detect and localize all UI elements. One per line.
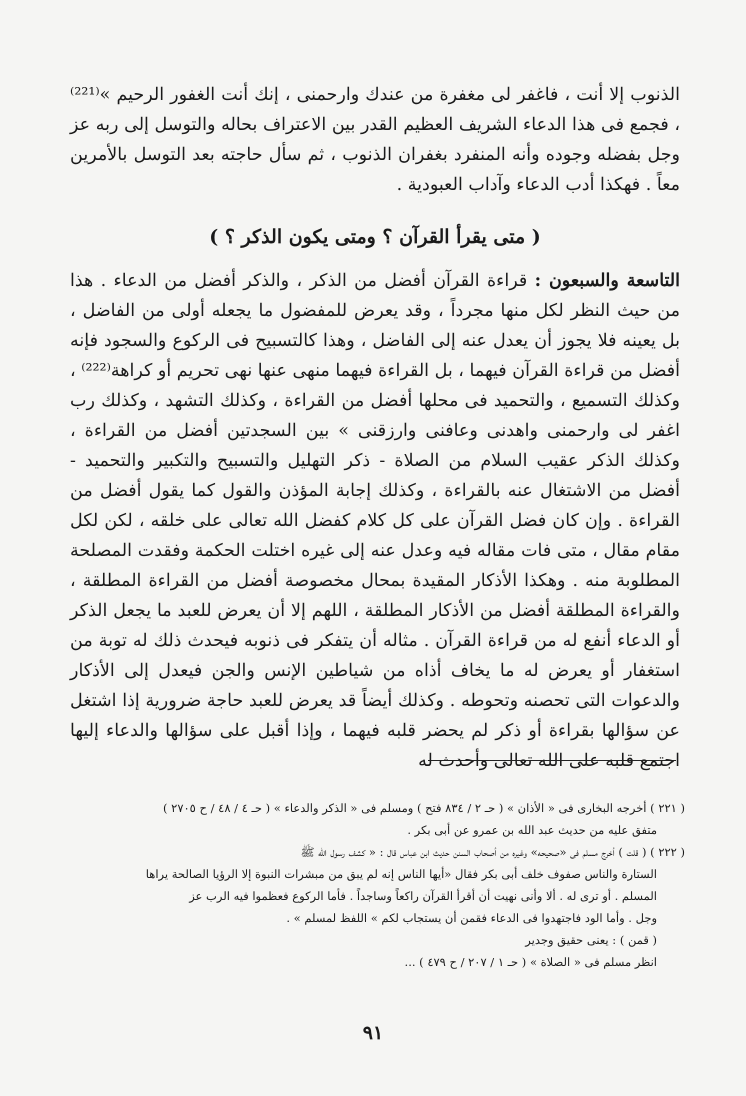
footnote-line: ( قمن ) : يعنى حقيق وجدير [525, 933, 657, 947]
footnote-line: ( ٢٢١ ) أخرجه البخارى فى « الأذان » ( حـ ٢ / ٨٣٤ فتح ) ومسلم فى « الذكر والدعاء » ( حـ ٤ / ٤٨ / ح ٢٧٠٥ ) [163, 801, 685, 815]
footnote-separator [428, 760, 676, 761]
footnote-line: الستارة والناس صفوف خلف أبى بكر فقال «أيها الناس إنه لم يبق من مبشرات النبوة إلا الرؤيا الصالحة يراها [145, 867, 657, 881]
footnote-line: وجل . وأما الود فاجتهدوا فى الدعاء فقمن أن يستجاب لكم » اللفظ لمسلم » . [286, 911, 657, 925]
paragraph-2-text: قراءة القرآن أفضل من الذكر ، والذكر أفضل من الدعاء . هذا من حيث النظر لكل منها مجرداً ، وقد يعرض للمفضول ما يجعله أولى من الفاضل ، بل يعينه فلا يجوز أن يعدل عنه إلى الفاضل ، وهذا كالتسبيح فى الركوع والسجود فإنه أفضل من قراءة القرآن فيهما ، بل القراءة فيهما منهى عنها نهى تحريم أو كراهة⁽²²²⁾ ، وكذلك التسميع ، والتحميد فى محلها أفضل من القراءة ، وكذلك التشهد ، وكذلك رب اغفر لى وارحمنى واهدنى وعافنى وارزقنى » بين السجدتين أفضل من القراءة ، وكذلك الذكر عقيب السلام من الصلاة - ذكر التهليل والتسبيح والتكبير والتحميد - أفضل من الاشتغال عنه بالقراءة ، وكذلك إجابة المؤذن والقول كما يقول أفضل من القراءة . وإن كان فضل القرآن على كل كلام كفضل الله تعالى على خلقه ، لكن لكل مقام مقال ، متى فات مقاله فيه وعدل عنه إلى غيره اختلت الحكمة وفقدت المصلحة المطلوبة منه . وهكذا الأذكار المقيدة بمحال مخصوصة أفضل من القراءة المطلقة ، والقراءة المطلقة أفضل من الأذكار المطلقة ، اللهم إلا أن يعرض للعبد ما يجعل الذكر أو الدعاء أنفع له من قراءة القرآن . مثاله أن يتفكر فى ذنوبه فيحدث ذلك له توبة من استغفار أو يعرض له ما يخاف أذاه من شياطين الإنس والجن فيعدل إلى الأذكار والدعوات التى تحصنه وتحوطه . وكذلك أيضاً قد يعرض للعبد حاجة ضرورية إذا اشتغل عن سؤالها بقراءة أو ذكر لم يحضر قلبه فيهما ، وإذا أقبل على سؤالها والدعاء إليها اجتمع قلبه على الله تعالى وأحدث له [70, 271, 680, 771]
footnote-line: المسلم . أو ترى له . ألا وأنى نهيت أن أقرأ القرآن راكعاً وساجداً . فأما الركوع فعظموا فيه الرب عز [189, 889, 657, 903]
body-paragraph-2 [70, 266, 680, 776]
footnotes [70, 797, 685, 973]
page-body [70, 80, 680, 776]
body-paragraph-1: الذنوب إلا أنت ، فاغفر لى مغفرة من عندك وارحمنى ، إنك أنت الغفور الرحيم »⁽²²¹⁾ ، فجمع فى هذا الدعاء الشريف العظيم القدر بين الاعتراف بحاله والتوسل إلى ربه عز وجل بفضله وجوده وأنه المنفرد بغفران الذنوب ، ثم سأل حاجته بعد التوسل بالأمرين معاً . فهكذا أدب الدعاء وآداب العبودية . [70, 85, 680, 195]
footnote-line: متفق عليه من حديث عبد الله بن عمرو عن أبى بكر . [407, 823, 657, 837]
paragraph-lead: التاسعة والسبعون : [534, 271, 681, 291]
page-number: ٩١ [362, 1022, 384, 1044]
footnote-line: انظر مسلم فى « الصلاة » ( حـ ١ / ٢٠٧ / ح ٤٧٩ ) ... [404, 955, 657, 969]
section-heading: ( متى يقرأ القرآن ؟ ومتى يكون الذكر ؟ ) [209, 226, 541, 248]
footnote-line: ( ٢٢٢ ) ( قلت ) أخرج مسلم فى «صحيحه» وغيره من أصحاب السنن حديث ابن عباس قال : « كشف رسول الله ﷺ [300, 845, 685, 859]
